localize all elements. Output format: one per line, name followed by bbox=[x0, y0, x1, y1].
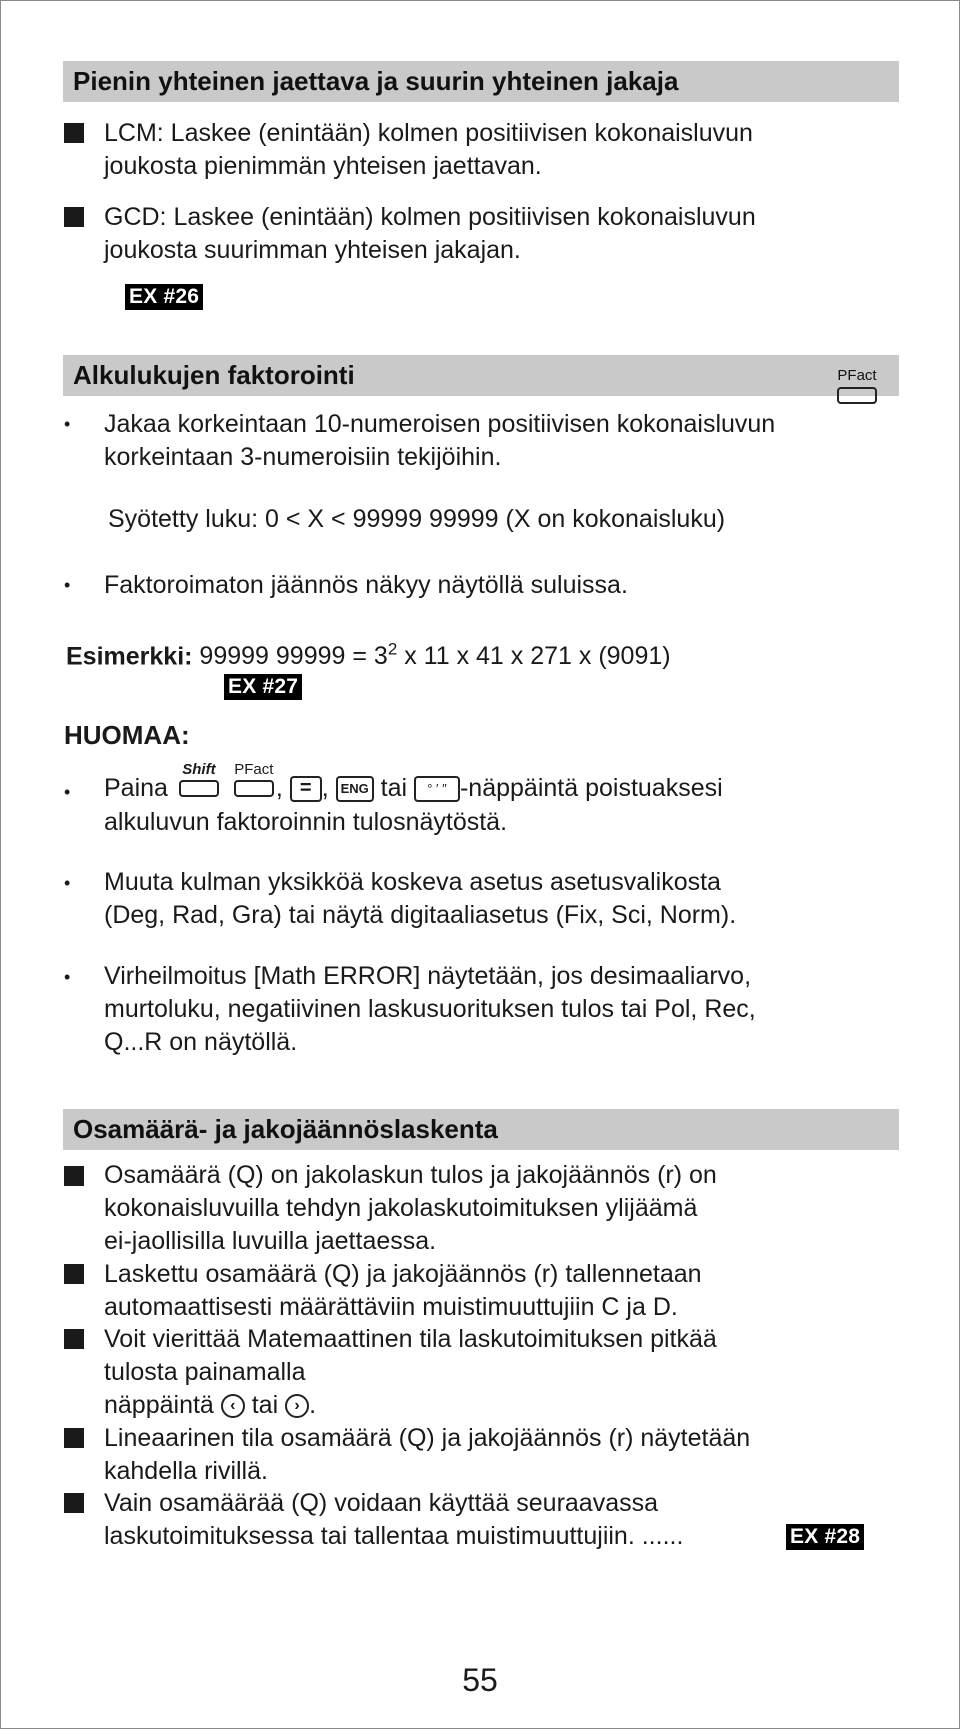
note3-line-1: Virheilmoitus [Math ERROR] näytetään, jos desimaaliarvo, bbox=[104, 962, 752, 990]
qr-item5-line-1: Vain osamäärää (Q) voidaan käyttää seuraavassa bbox=[104, 1489, 659, 1517]
bullet-dot: • bbox=[64, 873, 71, 893]
tai-word: tai bbox=[251, 1391, 279, 1419]
square-bullet bbox=[64, 1493, 84, 1513]
pfact-key-icon bbox=[234, 760, 274, 806]
square-bullet bbox=[64, 123, 84, 143]
eng-key-icon: ENG bbox=[336, 776, 374, 802]
example-expression bbox=[199, 642, 670, 670]
qr-item3-line-2: tulosta painamalla bbox=[104, 1358, 306, 1386]
qr-item5-line-2: laskutoimituksessa tai tallentaa muistimuuttujiin. ...... bbox=[104, 1522, 684, 1550]
tai-word: tai bbox=[380, 774, 408, 802]
example-label: Esimerkki: bbox=[66, 642, 193, 671]
page-number: 55 bbox=[462, 1662, 498, 1698]
square-bullet bbox=[64, 1264, 84, 1284]
qr-item3-line-3 bbox=[104, 1389, 316, 1422]
pfact-key-icon bbox=[837, 367, 877, 416]
qr-item1-line-1: Osamäärä (Q) on jakolaskun tulos ja jakojäännös (r) on bbox=[104, 1161, 717, 1189]
example-post: x 11 x 41 x 271 x (9091) bbox=[397, 642, 671, 671]
note3-line-2: murtoluku, negatiivinen laskusuorituksen tulos tai Pol, Rec, bbox=[104, 995, 756, 1023]
pfact-key-label: PFact bbox=[234, 760, 274, 778]
example-ref-27: EX #27 bbox=[224, 674, 302, 700]
note-title: HUOMAA: bbox=[64, 720, 190, 750]
square-bullet bbox=[64, 1329, 84, 1349]
comma: , bbox=[275, 774, 283, 802]
gcd-line-1: GCD: Laskee (enintään) kolmen positiivisen kokonaisluvun bbox=[104, 203, 756, 231]
note2-line-1: Muuta kulman yksikköä koskeva asetus asetusvalikosta bbox=[104, 868, 721, 896]
note1-line-1 bbox=[104, 760, 723, 806]
qr-item3-prefix: näppäintä bbox=[104, 1391, 214, 1419]
qr-item2-line-2: automaattisesti määrättäviin muistimuuttujiin C ja D. bbox=[104, 1293, 678, 1321]
section-heading-prime-factorization bbox=[63, 355, 899, 396]
shift-key-label: Shift bbox=[182, 760, 216, 778]
right-arrow-key-icon: › bbox=[285, 1394, 309, 1418]
section-heading-quotient-remainder: Osamäärä- ja jakojäännöslaskenta bbox=[63, 1109, 899, 1150]
qr-item2-line-1: Laskettu osamäärä (Q) ja jakojäännös (r) tallennetaan bbox=[104, 1260, 702, 1288]
dms-key-icon: ° ′ ″ bbox=[414, 776, 460, 802]
qr-item3-line-1: Voit vierittää Matemaattinen tila laskutoimituksen pitkää bbox=[104, 1325, 717, 1353]
note2-line-2: (Deg, Rad, Gra) tai näytä digitaaliasetus (Fix, Sci, Norm). bbox=[104, 901, 737, 929]
note1-rest: -näppäintä poistuaksesi bbox=[459, 774, 723, 802]
square-bullet bbox=[64, 207, 84, 227]
section-heading-lcm-gcd: Pienin yhteinen jaettava ja suurin yhteinen jakaja bbox=[63, 61, 899, 102]
input-range: Syötetty luku: 0 < X < 99999 99999 (X on kokonaisluku) bbox=[108, 505, 726, 533]
remainder-note: Faktoroimaton jäännös näkyy näytöllä suluissa. bbox=[104, 571, 628, 599]
example-pre: 99999 99999 = 3 bbox=[199, 642, 388, 671]
equals-key-icon: = bbox=[290, 776, 322, 802]
gcd-line-2: joukosta suurimman yhteisen jakajan. bbox=[104, 236, 521, 264]
period: . bbox=[309, 1391, 317, 1419]
example-ref-28: EX #28 bbox=[786, 1524, 864, 1550]
qr-item4-line-1: Lineaarinen tila osamäärä (Q) ja jakojäännös (r) näytetään bbox=[104, 1424, 751, 1452]
qr-item4-line-2: kahdella rivillä. bbox=[104, 1457, 268, 1485]
section-heading-text: Alkulukujen faktorointi bbox=[73, 360, 355, 390]
pfact-desc-line-2: korkeintaan 3-numeroisiin tekijöihin. bbox=[104, 443, 502, 471]
pfact-desc-line-1: Jakaa korkeintaan 10-numeroisen positiivisen kokonaisluvun bbox=[104, 410, 776, 438]
note1-paina: Paina bbox=[104, 774, 168, 802]
qr-item1-line-2: kokonaisluvuilla tehdyn jakolaskutoimituksen ylijäämä bbox=[104, 1194, 698, 1222]
example-line bbox=[66, 633, 671, 673]
bullet-dot: • bbox=[64, 414, 71, 434]
shift-key-icon bbox=[179, 760, 219, 806]
lcm-line-1: LCM: Laskee (enintään) kolmen positiivisen kokonaisluvun bbox=[104, 119, 753, 147]
bullet-dot: • bbox=[64, 782, 71, 802]
example-ref-26: EX #26 bbox=[125, 284, 203, 310]
bullet-dot: • bbox=[64, 967, 71, 987]
square-bullet bbox=[64, 1166, 84, 1186]
note1-line-2: alkuluvun faktoroinnin tulosnäytöstä. bbox=[104, 808, 508, 836]
left-arrow-key-icon: ‹ bbox=[221, 1394, 245, 1418]
pfact-key-label: PFact bbox=[837, 367, 877, 384]
bullet-dot: • bbox=[64, 575, 71, 595]
note3-line-3: Q...R on näytöllä. bbox=[104, 1028, 298, 1056]
lcm-line-2: joukosta pienimmän yhteisen jaettavan. bbox=[104, 152, 542, 180]
example-exponent: 2 bbox=[387, 640, 398, 659]
qr-item1-line-3: ei-jaollisilla luvuilla jaettaessa. bbox=[104, 1227, 437, 1255]
square-bullet bbox=[64, 1428, 84, 1448]
comma: , bbox=[321, 774, 329, 802]
